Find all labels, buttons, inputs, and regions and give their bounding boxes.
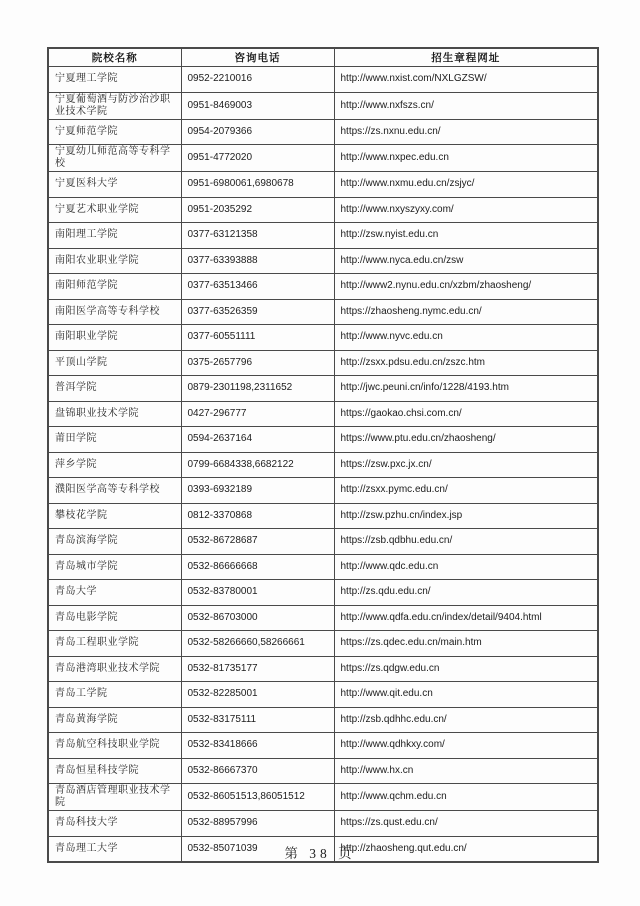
- url-cell: http://www.nxmu.edu.cn/zsjyc/: [334, 172, 598, 198]
- phone-cell: 0532-83418666: [181, 733, 334, 759]
- institution-name-cell: 宁夏葡萄酒与防沙治沙职业技术学院: [48, 92, 181, 119]
- url-cell: http://zhaosheng.qut.edu.cn/: [334, 836, 598, 862]
- url-cell: http://www.hx.cn: [334, 758, 598, 784]
- url-cell: https://zhaosheng.nymc.edu.cn/: [334, 299, 598, 325]
- table-row: [48, 223, 598, 249]
- table-row: [48, 758, 598, 784]
- table-row: [48, 92, 598, 119]
- table-row: [48, 145, 598, 172]
- url-cell: http://www.qdc.edu.cn: [334, 554, 598, 580]
- url-cell: http://jwc.peuni.cn/info/1228/4193.htm: [334, 376, 598, 402]
- url-cell: https://gaokao.chsi.com.cn/: [334, 401, 598, 427]
- institution-name-cell: 青岛城市学院: [48, 554, 181, 580]
- institution-name-cell: 青岛大学: [48, 580, 181, 606]
- institution-name-cell: 南阳职业学院: [48, 325, 181, 351]
- url-cell: http://zsw.pzhu.cn/index.jsp: [334, 503, 598, 529]
- phone-cell: 0951-4772020: [181, 145, 334, 172]
- phone-cell: 0594-2637164: [181, 427, 334, 453]
- phone-cell: 0532-86703000: [181, 605, 334, 631]
- table-row: [48, 274, 598, 300]
- table-row: [48, 197, 598, 223]
- phone-cell: 0532-86667370: [181, 758, 334, 784]
- page-number-footer: 第 38 页: [284, 846, 356, 861]
- table-row: [48, 529, 598, 555]
- table-row: [48, 376, 598, 402]
- phone-cell: 0377-63526359: [181, 299, 334, 325]
- table-body: [48, 67, 598, 863]
- institution-name-cell: 宁夏师范学院: [48, 119, 181, 145]
- phone-cell: 0532-86666668: [181, 554, 334, 580]
- phone-cell: 0532-83780001: [181, 580, 334, 606]
- url-cell: http://www.nxyszyxy.com/: [334, 197, 598, 223]
- url-cell: http://zsxx.pdsu.edu.cn/zszc.htm: [334, 350, 598, 376]
- institution-name-cell: 青岛黄海学院: [48, 707, 181, 733]
- table-row: [48, 784, 598, 811]
- institution-name-cell: 南阳理工学院: [48, 223, 181, 249]
- table-row: [48, 707, 598, 733]
- institution-name-cell: 青岛港湾职业技术学院: [48, 656, 181, 682]
- institution-name-cell: 普洱学院: [48, 376, 181, 402]
- url-cell: https://zsb.qdbhu.edu.cn/: [334, 529, 598, 555]
- phone-cell: 0377-63513466: [181, 274, 334, 300]
- phone-cell: 0532-58266660,58266661: [181, 631, 334, 657]
- phone-cell: 0952-2210016: [181, 67, 334, 93]
- phone-cell: 0954-2079366: [181, 119, 334, 145]
- institution-name-cell: 青岛电影学院: [48, 605, 181, 631]
- phone-cell: 0951-2035292: [181, 197, 334, 223]
- table-row: [48, 119, 598, 145]
- url-cell: http://www.nyca.edu.cn/zsw: [334, 248, 598, 274]
- url-cell: http://zsxx.pymc.edu.cn/: [334, 478, 598, 504]
- phone-cell: 0951-8469003: [181, 92, 334, 119]
- institution-name-cell: 宁夏理工学院: [48, 67, 181, 93]
- column-header-institution-name: 院校名称: [48, 48, 181, 67]
- institution-name-cell: 南阳师范学院: [48, 274, 181, 300]
- url-cell: http://zsb.qdhhc.edu.cn/: [334, 707, 598, 733]
- table-row: [48, 401, 598, 427]
- institution-name-cell: 青岛航空科技职业学院: [48, 733, 181, 759]
- phone-cell: 0532-81735177: [181, 656, 334, 682]
- institution-name-cell: 莆田学院: [48, 427, 181, 453]
- url-cell: http://zsw.nyist.edu.cn: [334, 223, 598, 249]
- institution-name-cell: 攀枝花学院: [48, 503, 181, 529]
- url-cell: http://www.qchm.edu.cn: [334, 784, 598, 811]
- phone-cell: 0532-88957996: [181, 811, 334, 837]
- institution-name-cell: 濮阳医学高等专科学校: [48, 478, 181, 504]
- url-cell: http://www.nxist.com/NXLGZSW/: [334, 67, 598, 93]
- url-cell: http://zs.qdu.edu.cn/: [334, 580, 598, 606]
- phone-cell: 0375-2657796: [181, 350, 334, 376]
- url-cell: http://www.qdhkxy.com/: [334, 733, 598, 759]
- institution-name-cell: 宁夏艺术职业学院: [48, 197, 181, 223]
- phone-cell: 0393-6932189: [181, 478, 334, 504]
- institution-name-cell: 青岛工程职业学院: [48, 631, 181, 657]
- table-row: [48, 172, 598, 198]
- url-cell: https://www.ptu.edu.cn/zhaosheng/: [334, 427, 598, 453]
- url-cell: https://zs.qdgw.edu.cn: [334, 656, 598, 682]
- table-row: [48, 248, 598, 274]
- institution-name-cell: 青岛滨海学院: [48, 529, 181, 555]
- column-header-admission-charter-url: 招生章程网址: [334, 48, 598, 67]
- phone-cell: 0951-6980061,6980678: [181, 172, 334, 198]
- url-cell: https://zs.qdec.edu.cn/main.htm: [334, 631, 598, 657]
- institution-name-cell: 青岛科技大学: [48, 811, 181, 837]
- admissions-table: [47, 47, 599, 863]
- institution-name-cell: 宁夏医科大学: [48, 172, 181, 198]
- table-row: [48, 733, 598, 759]
- phone-cell: 0427-296777: [181, 401, 334, 427]
- institution-name-cell: 青岛工学院: [48, 682, 181, 708]
- url-cell: http://www.qdfa.edu.cn/index/detail/9404.html: [334, 605, 598, 631]
- table-row: [48, 682, 598, 708]
- url-cell: http://www.nxpec.edu.cn: [334, 145, 598, 172]
- phone-cell: 0532-85071039: [181, 836, 334, 862]
- phone-cell: 0532-83175111: [181, 707, 334, 733]
- table-row: [48, 580, 598, 606]
- phone-cell: 0532-82285001: [181, 682, 334, 708]
- url-cell: https://zsw.pxc.jx.cn/: [334, 452, 598, 478]
- institution-name-cell: 青岛恒星科技学院: [48, 758, 181, 784]
- url-cell: http://www.nxfszs.cn/: [334, 92, 598, 119]
- phone-cell: 0377-63121358: [181, 223, 334, 249]
- url-cell: https://zs.qust.edu.cn/: [334, 811, 598, 837]
- url-cell: http://www.qit.edu.cn: [334, 682, 598, 708]
- table-row: [48, 325, 598, 351]
- table-row: [48, 656, 598, 682]
- table-row: [48, 554, 598, 580]
- table-row: [48, 427, 598, 453]
- table-row: [48, 811, 598, 837]
- column-header-consultation-phone: 咨询电话: [181, 48, 334, 67]
- table-row: [48, 605, 598, 631]
- table-row: [48, 350, 598, 376]
- table-row: [48, 478, 598, 504]
- institution-name-cell: 萍乡学院: [48, 452, 181, 478]
- phone-cell: 0799-6684338,6682122: [181, 452, 334, 478]
- table-row: [48, 299, 598, 325]
- phone-cell: 0377-63393888: [181, 248, 334, 274]
- phone-cell: 0532-86051513,86051512: [181, 784, 334, 811]
- table-row: [48, 631, 598, 657]
- institution-name-cell: 青岛理工大学: [48, 836, 181, 862]
- table-row: [48, 452, 598, 478]
- institution-name-cell: 平顶山学院: [48, 350, 181, 376]
- table-row: [48, 503, 598, 529]
- institution-name-cell: 盘锦职业技术学院: [48, 401, 181, 427]
- table-header-row: [48, 48, 598, 67]
- institution-name-cell: 宁夏幼儿师范高等专科学校: [48, 145, 181, 172]
- phone-cell: 0377-60551111: [181, 325, 334, 351]
- phone-cell: 0812-3370868: [181, 503, 334, 529]
- url-cell: http://www.nyvc.edu.cn: [334, 325, 598, 351]
- url-cell: http://www2.nynu.edu.cn/xzbm/zhaosheng/: [334, 274, 598, 300]
- phone-cell: 0879-2301198,2311652: [181, 376, 334, 402]
- institution-name-cell: 南阳农业职业学院: [48, 248, 181, 274]
- table-row: [48, 67, 598, 93]
- url-cell: https://zs.nxnu.edu.cn/: [334, 119, 598, 145]
- institution-name-cell: 南阳医学高等专科学校: [48, 299, 181, 325]
- institution-name-cell: 青岛酒店管理职业技术学院: [48, 784, 181, 811]
- phone-cell: 0532-86728687: [181, 529, 334, 555]
